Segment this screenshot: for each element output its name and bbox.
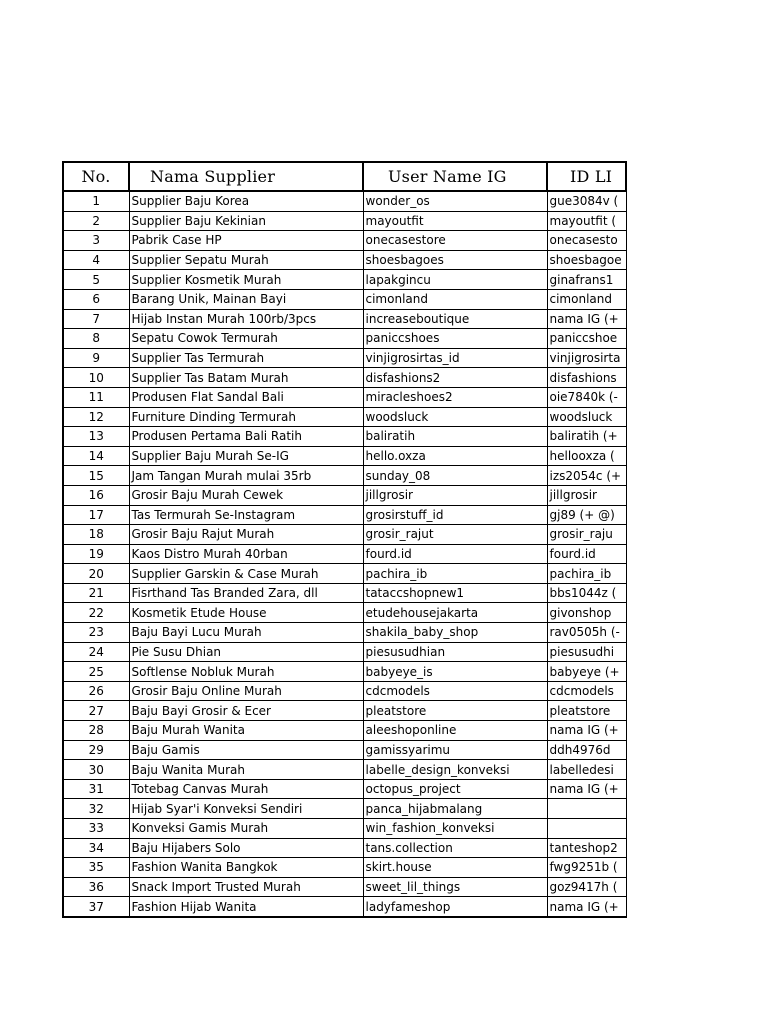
cell-no: 19 (63, 544, 129, 564)
cell-no: 28 (63, 721, 129, 741)
cell-id-line: paniccshoe (547, 329, 626, 349)
cell-no: 37 (63, 897, 129, 917)
cell-no: 27 (63, 701, 129, 721)
cell-no: 32 (63, 799, 129, 819)
cell-no: 7 (63, 309, 129, 329)
cell-nama-supplier: Supplier Garskin & Case Murah (129, 564, 363, 584)
cell-no: 21 (63, 583, 129, 603)
cell-id-line: onecasesto (547, 231, 626, 251)
cell-no: 26 (63, 681, 129, 701)
cell-no: 15 (63, 466, 129, 486)
cell-id-line: woodsluck (547, 407, 626, 427)
table-row (63, 681, 626, 701)
table-row (63, 779, 626, 799)
cell-no: 36 (63, 877, 129, 897)
table-row (63, 760, 626, 780)
table-row (63, 329, 626, 349)
cell-no: 9 (63, 348, 129, 368)
table-row (63, 721, 626, 741)
table-row (63, 544, 626, 564)
cell-user-name-ig: labelle_design_konveksi (363, 760, 547, 780)
cell-nama-supplier: Produsen Pertama Bali Ratih (129, 427, 363, 447)
header-nama-supplier: Nama Supplier (129, 162, 363, 191)
cell-nama-supplier: Supplier Tas Batam Murah (129, 368, 363, 388)
cell-no: 20 (63, 564, 129, 584)
cell-nama-supplier: Supplier Tas Termurah (129, 348, 363, 368)
cell-user-name-ig: shoesbagoes (363, 250, 547, 270)
cell-id-line (547, 799, 626, 819)
cell-nama-supplier: Baju Gamis (129, 740, 363, 760)
cell-user-name-ig: etudehousejakarta (363, 603, 547, 623)
supplier-table (62, 161, 627, 918)
cell-nama-supplier: Fashion Hijab Wanita (129, 897, 363, 917)
table-body (63, 191, 626, 917)
cell-id-line: ginafrans1 (547, 270, 626, 290)
table-row (63, 642, 626, 662)
cell-no: 25 (63, 662, 129, 682)
cell-id-line: vinjigrosirta (547, 348, 626, 368)
table-row (63, 289, 626, 309)
table-row (63, 819, 626, 839)
cell-nama-supplier: Grosir Baju Rajut Murah (129, 525, 363, 545)
table-row (63, 191, 626, 211)
table-row (63, 446, 626, 466)
cell-user-name-ig: babyeye_is (363, 662, 547, 682)
cell-no: 1 (63, 191, 129, 211)
cell-no: 31 (63, 779, 129, 799)
cell-id-line: bbs1044z ( (547, 583, 626, 603)
cell-id-line (547, 819, 626, 839)
cell-id-line: labelledesi (547, 760, 626, 780)
cell-user-name-ig: tataccshopnew1 (363, 583, 547, 603)
cell-nama-supplier: Pie Susu Dhian (129, 642, 363, 662)
cell-no: 8 (63, 329, 129, 349)
cell-nama-supplier: Baju Bayi Grosir & Ecer (129, 701, 363, 721)
cell-nama-supplier: Jam Tangan Murah mulai 35rb (129, 466, 363, 486)
cell-no: 6 (63, 289, 129, 309)
cell-nama-supplier: Softlense Nobluk Murah (129, 662, 363, 682)
cell-nama-supplier: Supplier Kosmetik Murah (129, 270, 363, 290)
table-row (63, 564, 626, 584)
header-id-line: ID LI (547, 162, 626, 191)
cell-user-name-ig: onecasestore (363, 231, 547, 251)
cell-user-name-ig: wonder_os (363, 191, 547, 211)
cell-id-line: mayoutfit ( (547, 211, 626, 231)
cell-no: 34 (63, 838, 129, 858)
cell-user-name-ig: sunday_08 (363, 466, 547, 486)
cell-id-line: gj89 (+ @) (547, 505, 626, 525)
cell-nama-supplier: Snack Import Trusted Murah (129, 877, 363, 897)
table-row (63, 211, 626, 231)
cell-no: 16 (63, 485, 129, 505)
cell-id-line: grosir_raju (547, 525, 626, 545)
cell-nama-supplier: Baju Hijabers Solo (129, 838, 363, 858)
cell-no: 17 (63, 505, 129, 525)
cell-nama-supplier: Furniture Dinding Termurah (129, 407, 363, 427)
cell-nama-supplier: Produsen Flat Sandal Bali (129, 387, 363, 407)
cell-nama-supplier: Supplier Baju Korea (129, 191, 363, 211)
cell-id-line: nama IG (+ (547, 897, 626, 917)
cell-id-line: fwg9251b ( (547, 858, 626, 878)
table-row (63, 662, 626, 682)
header-no: No. (63, 162, 129, 191)
cell-user-name-ig: panca_hijabmalang (363, 799, 547, 819)
cell-no: 22 (63, 603, 129, 623)
cell-user-name-ig: gamissyarimu (363, 740, 547, 760)
cell-nama-supplier: Baju Murah Wanita (129, 721, 363, 741)
table-row (63, 623, 626, 643)
cell-no: 18 (63, 525, 129, 545)
cell-user-name-ig: mayoutfit (363, 211, 547, 231)
cell-user-name-ig: ladyfameshop (363, 897, 547, 917)
cell-id-line: pachira_ib (547, 564, 626, 584)
table-row (63, 505, 626, 525)
table-row (63, 583, 626, 603)
table-row (63, 250, 626, 270)
cell-id-line: ddh4976d (547, 740, 626, 760)
cell-id-line: nama IG (+ (547, 779, 626, 799)
cell-id-line: pleatstore (547, 701, 626, 721)
cell-nama-supplier: Kosmetik Etude House (129, 603, 363, 623)
cell-user-name-ig: cimonland (363, 289, 547, 309)
cell-no: 11 (63, 387, 129, 407)
cell-id-line: piesusudhi (547, 642, 626, 662)
table-row (63, 603, 626, 623)
cell-id-line: baliratih (+ (547, 427, 626, 447)
cell-user-name-ig: miracleshoes2 (363, 387, 547, 407)
cell-user-name-ig: tans.collection (363, 838, 547, 858)
header-user-name-ig: User Name IG (363, 162, 547, 191)
table-row (63, 525, 626, 545)
cell-id-line: nama IG (+ (547, 721, 626, 741)
cell-no: 5 (63, 270, 129, 290)
cell-user-name-ig: grosir_rajut (363, 525, 547, 545)
table-row (63, 309, 626, 329)
cell-nama-supplier: Kaos Distro Murah 40rban (129, 544, 363, 564)
cell-nama-supplier: Supplier Sepatu Murah (129, 250, 363, 270)
cell-no: 24 (63, 642, 129, 662)
cell-id-line: izs2054c (+ (547, 466, 626, 486)
header-row (63, 162, 626, 191)
cell-id-line: goz9417h ( (547, 877, 626, 897)
cell-no: 2 (63, 211, 129, 231)
table-row (63, 799, 626, 819)
cell-nama-supplier: Sepatu Cowok Termurah (129, 329, 363, 349)
cell-user-name-ig: sweet_lil_things (363, 877, 547, 897)
table-row (63, 701, 626, 721)
table-row (63, 740, 626, 760)
cell-no: 23 (63, 623, 129, 643)
cell-nama-supplier: Tas Termurah Se-Instagram (129, 505, 363, 525)
cell-nama-supplier: Konveksi Gamis Murah (129, 819, 363, 839)
cell-user-name-ig: disfashions2 (363, 368, 547, 388)
cell-no: 35 (63, 858, 129, 878)
cell-user-name-ig: grosirstuff_id (363, 505, 547, 525)
cell-user-name-ig: octopus_project (363, 779, 547, 799)
cell-nama-supplier: Barang Unik, Mainan Bayi (129, 289, 363, 309)
cell-id-line: gue3084v ( (547, 191, 626, 211)
cell-id-line: cimonland (547, 289, 626, 309)
cell-id-line: tanteshop2 (547, 838, 626, 858)
table-row (63, 858, 626, 878)
cell-id-line: cdcmodels (547, 681, 626, 701)
table-row (63, 877, 626, 897)
cell-id-line: hellooxza ( (547, 446, 626, 466)
cell-id-line: disfashions (547, 368, 626, 388)
cell-user-name-ig: piesusudhian (363, 642, 547, 662)
cell-no: 29 (63, 740, 129, 760)
table-row (63, 231, 626, 251)
supplier-table-container (62, 161, 622, 918)
cell-user-name-ig: cdcmodels (363, 681, 547, 701)
table-row (63, 427, 626, 447)
table-row (63, 838, 626, 858)
cell-no: 30 (63, 760, 129, 780)
cell-no: 14 (63, 446, 129, 466)
cell-user-name-ig: hello.oxza (363, 446, 547, 466)
table-row (63, 407, 626, 427)
cell-nama-supplier: Hijab Syar'i Konveksi Sendiri (129, 799, 363, 819)
cell-user-name-ig: aleeshoponline (363, 721, 547, 741)
cell-id-line: nama IG (+ (547, 309, 626, 329)
cell-no: 3 (63, 231, 129, 251)
cell-user-name-ig: skirt.house (363, 858, 547, 878)
cell-user-name-ig: paniccshoes (363, 329, 547, 349)
cell-id-line: oie7840k (- (547, 387, 626, 407)
cell-no: 33 (63, 819, 129, 839)
cell-user-name-ig: lapakgincu (363, 270, 547, 290)
cell-no: 13 (63, 427, 129, 447)
cell-nama-supplier: Grosir Baju Murah Cewek (129, 485, 363, 505)
cell-id-line: givonshop (547, 603, 626, 623)
cell-user-name-ig: pachira_ib (363, 564, 547, 584)
cell-nama-supplier: Supplier Baju Kekinian (129, 211, 363, 231)
cell-nama-supplier: Grosir Baju Online Murah (129, 681, 363, 701)
table-row (63, 270, 626, 290)
cell-user-name-ig: baliratih (363, 427, 547, 447)
table-row (63, 897, 626, 917)
cell-id-line: fourd.id (547, 544, 626, 564)
cell-id-line: rav0505h (- (547, 623, 626, 643)
cell-nama-supplier: Supplier Baju Murah Se-IG (129, 446, 363, 466)
cell-no: 12 (63, 407, 129, 427)
table-row (63, 466, 626, 486)
cell-user-name-ig: pleatstore (363, 701, 547, 721)
table-row (63, 387, 626, 407)
cell-no: 10 (63, 368, 129, 388)
table-row (63, 368, 626, 388)
cell-id-line: jillgrosir (547, 485, 626, 505)
cell-nama-supplier: Baju Wanita Murah (129, 760, 363, 780)
cell-user-name-ig: win_fashion_konveksi (363, 819, 547, 839)
table-row (63, 485, 626, 505)
cell-nama-supplier: Fisrthand Tas Branded Zara, dll (129, 583, 363, 603)
table-row (63, 348, 626, 368)
cell-no: 4 (63, 250, 129, 270)
cell-nama-supplier: Fashion Wanita Bangkok (129, 858, 363, 878)
cell-user-name-ig: woodsluck (363, 407, 547, 427)
cell-id-line: babyeye (+ (547, 662, 626, 682)
cell-nama-supplier: Baju Bayi Lucu Murah (129, 623, 363, 643)
cell-nama-supplier: Totebag Canvas Murah (129, 779, 363, 799)
cell-user-name-ig: increaseboutique (363, 309, 547, 329)
cell-user-name-ig: vinjigrosirtas_id (363, 348, 547, 368)
cell-nama-supplier: Pabrik Case HP (129, 231, 363, 251)
cell-user-name-ig: shakila_baby_shop (363, 623, 547, 643)
cell-nama-supplier: Hijab Instan Murah 100rb/3pcs (129, 309, 363, 329)
cell-user-name-ig: jillgrosir (363, 485, 547, 505)
cell-user-name-ig: fourd.id (363, 544, 547, 564)
cell-id-line: shoesbagoe (547, 250, 626, 270)
